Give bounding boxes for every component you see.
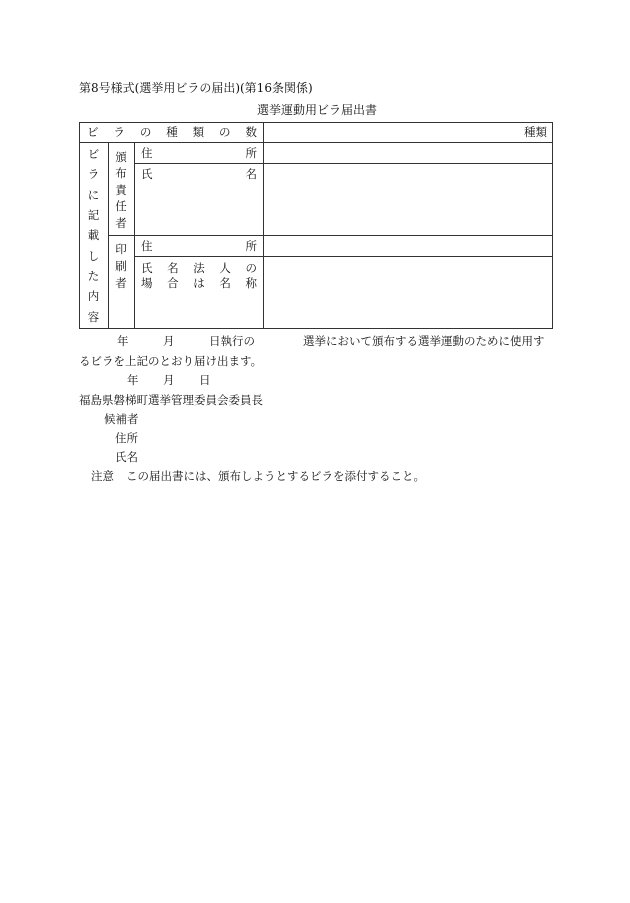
submit-month-label: 月 xyxy=(163,373,175,387)
flyer-content-label: ビ ラ に 記 載 し た 内 容 xyxy=(87,147,100,324)
distributor-address-label: 住 所 xyxy=(141,146,257,160)
recipient: 福島県磐梯町選挙管理委員会委員長 xyxy=(79,393,263,407)
distributor-name-field[interactable] xyxy=(269,166,547,232)
distributor-label: 頒 布 責 任 者 xyxy=(115,150,127,230)
form-number-header: 第8号様式(選挙用ビラの届出)(第16条関係) xyxy=(79,81,313,95)
submit-year-label: 年 xyxy=(127,373,139,387)
notification-table xyxy=(79,122,553,329)
form-title: 選挙運動用ビラ届出書 xyxy=(257,103,378,117)
printer-label: 印 刷 者 xyxy=(115,242,127,290)
candidate-name-label: 氏名 xyxy=(115,450,138,464)
printer-name-label-line1: 氏 名 法 人 の xyxy=(141,261,257,275)
flyer-kind-count-label: ビ ラ の 種 類 の 数 xyxy=(87,125,257,139)
kind-count-unit: 種類 xyxy=(524,125,547,139)
note-label: 注意 xyxy=(91,469,114,483)
exec-day-label: 日執行の xyxy=(209,334,255,348)
candidate-address-label: 住所 xyxy=(115,431,138,445)
printer-name-label-line2: 場 合 は 名 称 xyxy=(141,276,257,290)
submit-day-label: 日 xyxy=(199,373,211,387)
exec-month-label: 月 xyxy=(163,334,175,348)
flyer-kind-count-field[interactable] xyxy=(269,124,509,141)
printer-address-field[interactable] xyxy=(269,238,547,254)
distributor-address-field[interactable] xyxy=(269,145,547,161)
printer-name-field[interactable] xyxy=(269,259,547,325)
candidate-label: 候補者 xyxy=(104,412,139,426)
printer-address-label: 住 所 xyxy=(141,239,257,253)
election-statement: 選挙において頒布する選挙運動のために使用す xyxy=(303,334,545,348)
statement-continuation: るビラを上記のとおり届け出ます。 xyxy=(79,354,263,368)
exec-year-label: 年 xyxy=(117,334,129,348)
note-text: この届出書には、頒布しようとするビラを添付すること。 xyxy=(126,469,425,483)
distributor-name-label: 氏 名 xyxy=(141,167,257,181)
